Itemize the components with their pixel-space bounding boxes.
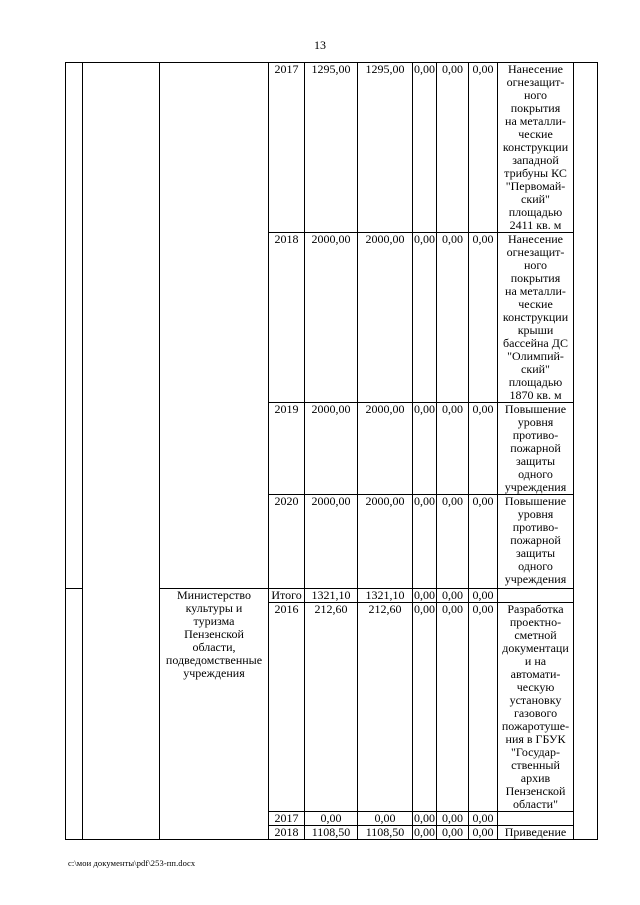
cell-year: 2017 xyxy=(269,812,305,826)
cell-source-3: 0,00 xyxy=(469,63,498,233)
cell-source-2: 0,00 xyxy=(437,812,469,826)
footer-file-path: c:\мои документы\pdf\253-пп.docx xyxy=(68,858,196,868)
cell-description: Повышение уровня противо- пожарной защиты одного учреждения xyxy=(498,495,574,589)
cell-total: 1295,00 xyxy=(305,63,358,233)
cell-index xyxy=(66,589,83,840)
cell-source-1: 0,00 xyxy=(413,603,437,812)
cell-source-2: 0,00 xyxy=(437,63,469,233)
table-body xyxy=(66,63,598,840)
program-measures-table xyxy=(65,62,598,840)
cell-description xyxy=(498,589,574,603)
cell-source-2: 0,00 xyxy=(437,589,469,603)
cell-source-2: 0,00 xyxy=(437,495,469,589)
cell-total: 1108,50 xyxy=(305,826,358,840)
cell-regional: 2000,00 xyxy=(358,233,413,403)
cell-source-1: 0,00 xyxy=(414,811,435,825)
cell-source-1: 0,00 xyxy=(413,63,437,233)
cell-description: Приведение xyxy=(498,826,574,840)
cell-description xyxy=(498,812,574,826)
cell-source-3: 0,00 xyxy=(469,233,498,403)
cell-year: 2017 xyxy=(269,63,305,233)
cell-description: Нанесение огнезащит- ного покрытия на металли- ческие конструкции крыши бассейна ДС "Олимпий- ский" площадью 1870 кв. м xyxy=(498,233,574,403)
cell-year: 2018 xyxy=(269,826,305,840)
cell-source-1: 0,00 xyxy=(413,403,437,495)
cell-description: Нанесение огнезащит- ного покрытия на металли- ческие конструкции западной трибуны КС "Первомай- ский" площадью 2411 кв. м xyxy=(498,63,574,233)
cell-regional: 212,60 xyxy=(358,603,413,812)
cell-index xyxy=(66,63,83,589)
cell-total: 2000,00 xyxy=(305,403,358,495)
cell-total: 2000,00 xyxy=(305,495,358,589)
cell-regional: 1295,00 xyxy=(358,63,413,233)
cell-description: Разработка проектно- сметной документаци и на автомати- ческую установку газового пожаротуше- ния в ГБУК "Государ- ственный архив Пензенской области" xyxy=(498,603,574,812)
cell-regional: 1108,50 xyxy=(358,826,413,840)
table-row xyxy=(66,63,598,233)
cell-total: 2000,00 xyxy=(305,233,358,403)
cell-executor xyxy=(160,63,269,589)
cell-source-3: 0,00 xyxy=(469,826,498,840)
cell-total: 212,60 xyxy=(305,603,358,812)
cell-total: 1321,10 xyxy=(305,589,358,603)
cell-source-2: 0,00 xyxy=(437,603,469,812)
cell-regional: 2000,00 xyxy=(358,403,413,495)
cell-source-3: 0,00 xyxy=(469,812,498,826)
cell-source-3: 0,00 xyxy=(469,495,498,589)
cell-year: 2018 xyxy=(269,233,305,403)
cell-executor: Министерство культуры и туризма Пензенской области, подведомственные учреждения xyxy=(160,589,269,840)
cell-source-3: 0,00 xyxy=(469,403,498,495)
cell-year: 2016 xyxy=(269,603,305,812)
cell-source-1: 0,00 xyxy=(414,588,435,602)
page-number: 13 xyxy=(314,38,326,52)
cell-source-2: 0,00 xyxy=(437,233,469,403)
cell-source-1: 0,00 xyxy=(414,825,435,839)
cell-total: 0,00 xyxy=(305,812,358,826)
cell-regional: 0,00 xyxy=(358,812,413,826)
cell-source-2: 0,00 xyxy=(437,826,469,840)
cell-regional: 2000,00 xyxy=(358,495,413,589)
cell-year: 2020 xyxy=(269,495,305,589)
cell-regional: 1321,10 xyxy=(358,589,413,603)
cell-source-2: 0,00 xyxy=(437,403,469,495)
cell-source-1: 0,00 xyxy=(413,233,437,403)
cell-source-3: 0,00 xyxy=(469,589,498,603)
cell-measure xyxy=(83,63,160,840)
cell-source-1: 0,00 xyxy=(413,495,437,589)
cell-description: Повышение уровня противо- пожарной защиты одного учреждения xyxy=(498,403,574,495)
cell-year: Итого xyxy=(269,589,305,603)
cell-year: 2019 xyxy=(269,403,305,495)
cell-indicator xyxy=(574,63,598,840)
cell-source-3: 0,00 xyxy=(469,603,498,812)
